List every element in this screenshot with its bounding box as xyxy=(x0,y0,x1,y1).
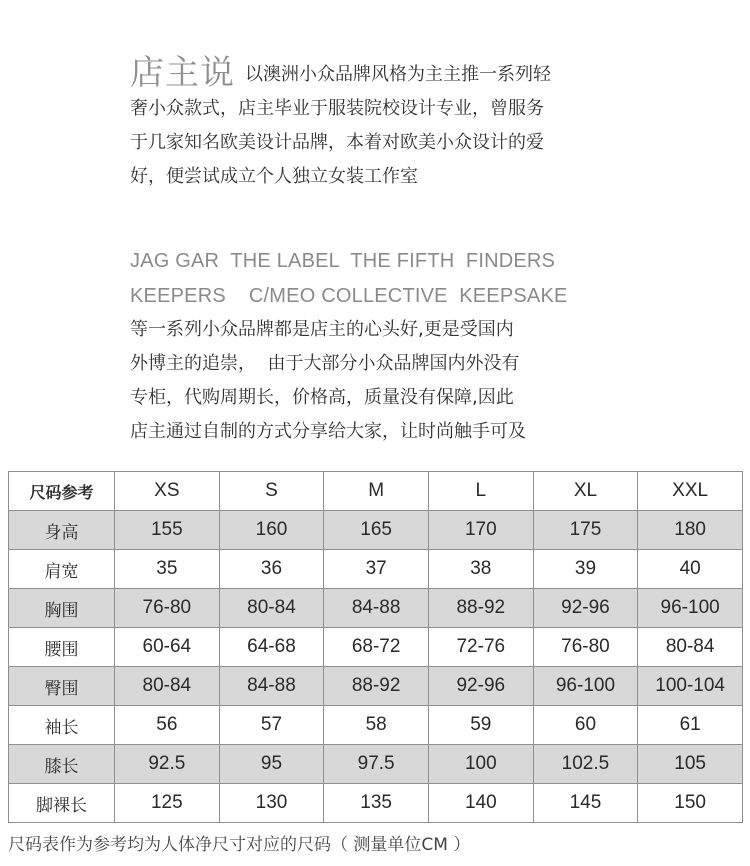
size-table-row xyxy=(9,784,743,823)
measurement-label: 身高 xyxy=(9,511,115,550)
measurement-value: 100-104 xyxy=(638,667,743,706)
size-footnote: 尺码表作为参考均为人体净尺寸对应的尺码（ 测量单位CM ） xyxy=(8,835,471,855)
measurement-value: 155 xyxy=(115,511,220,550)
measurement-value: 92-96 xyxy=(428,667,533,706)
measurement-value: 88-92 xyxy=(324,667,429,706)
measurement-value: 80-84 xyxy=(638,628,743,667)
size-table-row xyxy=(9,745,743,784)
measurement-label: 袖长 xyxy=(9,706,115,745)
measurement-value: 72-76 xyxy=(428,628,533,667)
intro-line-4: 好，便尝试成立个人独立女装工作室 xyxy=(130,166,418,187)
measurement-value: 60-64 xyxy=(115,628,220,667)
measurement-value: 36 xyxy=(219,550,324,589)
measurement-value: 38 xyxy=(428,550,533,589)
measurement-value: 57 xyxy=(219,706,324,745)
measurement-value: 125 xyxy=(115,784,220,823)
measurement-value: 160 xyxy=(219,511,324,550)
description-line-4: 店主通过自制的方式分享给大家，让时尚触手可及 xyxy=(130,421,526,442)
brand-line-1: JAG GAR THE LABEL THE FIFTH FINDERS xyxy=(130,250,556,272)
intro-line-2: 奢小众款式，店主毕业于服装院校设计专业，曾服务 xyxy=(130,98,544,119)
measurement-value: 84-88 xyxy=(219,667,324,706)
measurement-label: 臀围 xyxy=(9,667,115,706)
description-line-1: 等一系列小众品牌都是店主的心头好,更是受国内 xyxy=(130,319,514,340)
measurement-label: 脚裸长 xyxy=(9,784,115,823)
measurement-value: 96-100 xyxy=(533,667,638,706)
brand-line-2: KEEPERS C/MEO COLLECTIVE KEEPSAKE xyxy=(130,285,568,307)
measurement-value: 56 xyxy=(115,706,220,745)
size-header-label: 尺码参考 xyxy=(9,472,115,511)
measurement-label: 腰围 xyxy=(9,628,115,667)
measurement-value: 84-88 xyxy=(324,589,429,628)
description-line-2: 外博主的追崇， 由于大部分小众品牌国内外没有 xyxy=(130,353,520,374)
intro-text: 以澳洲小众品牌风格为主主推一系列轻 xyxy=(245,64,551,85)
measurement-value: 92.5 xyxy=(115,745,220,784)
size-table-row xyxy=(9,589,743,628)
measurement-value: 60 xyxy=(533,706,638,745)
measurement-value: 35 xyxy=(115,550,220,589)
brand-description xyxy=(130,313,600,449)
measurement-value: 80-84 xyxy=(115,667,220,706)
measurement-value: 135 xyxy=(324,784,429,823)
measurement-value: 97.5 xyxy=(324,745,429,784)
measurement-value: 145 xyxy=(533,784,638,823)
measurement-value: 80-84 xyxy=(219,589,324,628)
measurement-value: 58 xyxy=(324,706,429,745)
measurement-value: 40 xyxy=(638,550,743,589)
size-table-row xyxy=(9,550,743,589)
measurement-value: 175 xyxy=(533,511,638,550)
measurement-value: 170 xyxy=(428,511,533,550)
measurement-label: 肩宽 xyxy=(9,550,115,589)
measurement-value: 105 xyxy=(638,745,743,784)
size-header-cell: XL xyxy=(533,472,638,511)
measurement-value: 100 xyxy=(428,745,533,784)
measurement-value: 96-100 xyxy=(638,589,743,628)
intro-line-1 xyxy=(130,53,600,93)
measurement-value: 68-72 xyxy=(324,628,429,667)
measurement-value: 61 xyxy=(638,706,743,745)
size-table-row xyxy=(9,511,743,550)
measurement-value: 37 xyxy=(324,550,429,589)
size-header-row xyxy=(9,472,743,511)
size-header-cell: XXL xyxy=(638,472,743,511)
size-table-row xyxy=(9,667,743,706)
size-header-cell: S xyxy=(219,472,324,511)
measurement-value: 92-96 xyxy=(533,589,638,628)
brand-list xyxy=(130,244,600,314)
shop-owner-intro xyxy=(130,53,600,194)
measurement-value: 88-92 xyxy=(428,589,533,628)
size-header-cell: L xyxy=(428,472,533,511)
measurement-value: 130 xyxy=(219,784,324,823)
measurement-value: 64-68 xyxy=(219,628,324,667)
size-chart-table xyxy=(8,471,743,823)
size-table-row xyxy=(9,706,743,745)
measurement-value: 95 xyxy=(219,745,324,784)
size-table-row xyxy=(9,628,743,667)
measurement-value: 39 xyxy=(533,550,638,589)
measurement-value: 102.5 xyxy=(533,745,638,784)
measurement-value: 76-80 xyxy=(115,589,220,628)
measurement-value: 150 xyxy=(638,784,743,823)
measurement-value: 140 xyxy=(428,784,533,823)
size-header-cell: M xyxy=(324,472,429,511)
measurement-label: 胸围 xyxy=(9,589,115,628)
size-header-cell: XS xyxy=(115,472,220,511)
intro-line-3: 于几家知名欧美设计品牌，本着对欧美小众设计的爱 xyxy=(130,132,544,153)
measurement-label: 膝长 xyxy=(9,745,115,784)
description-line-3: 专柜，代购周期长，价格高，质量没有保障,因此 xyxy=(130,387,514,408)
measurement-value: 165 xyxy=(324,511,429,550)
measurement-value: 180 xyxy=(638,511,743,550)
size-chart-body xyxy=(9,472,743,823)
intro-title: 店主说 xyxy=(130,53,235,93)
measurement-value: 76-80 xyxy=(533,628,638,667)
measurement-value: 59 xyxy=(428,706,533,745)
